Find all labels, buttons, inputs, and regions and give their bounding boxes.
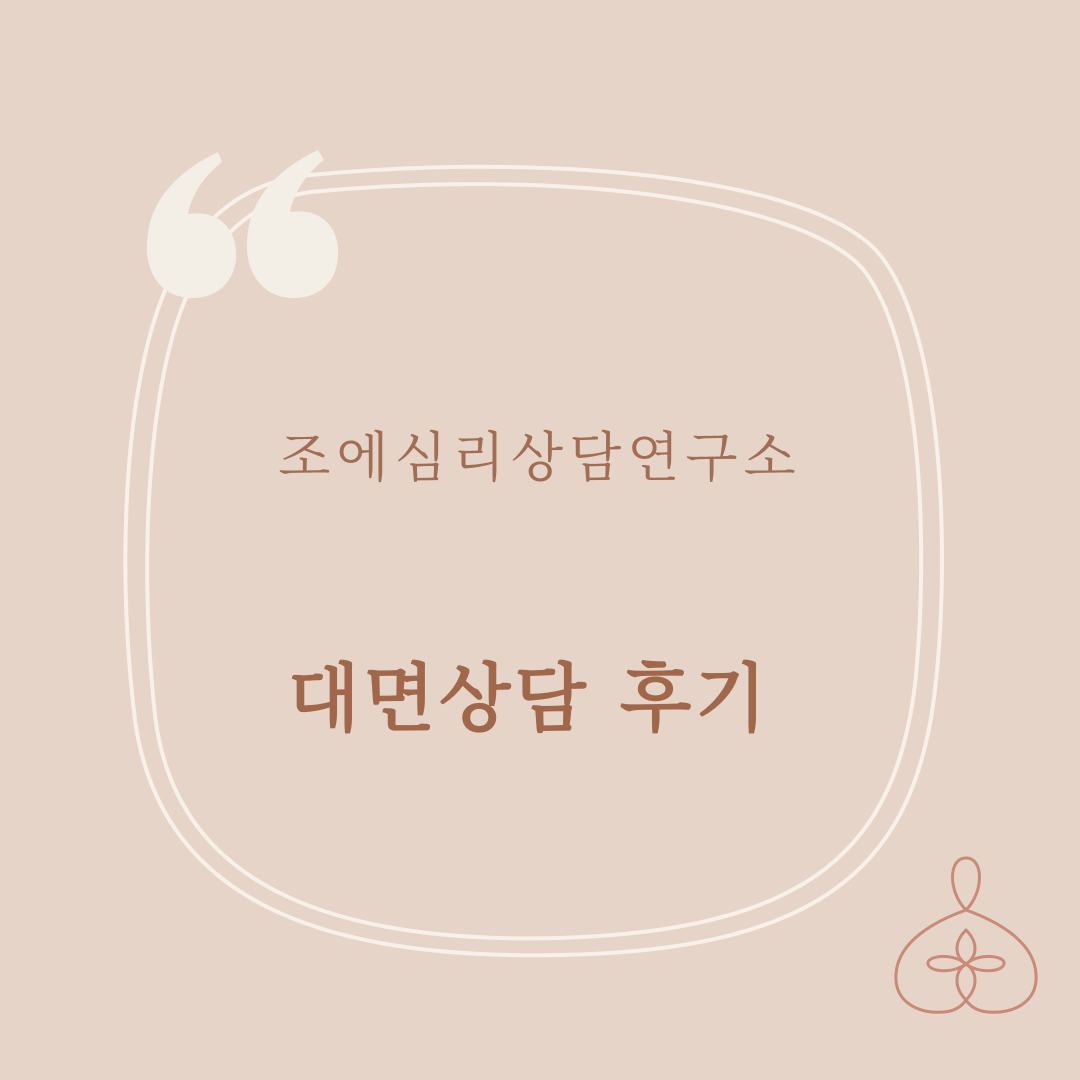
open-double-quote-icon: [140, 148, 345, 303]
review-title: 대면상담 후기: [288, 656, 771, 742]
counseling-center-name: 조에심리상담연구소: [278, 426, 802, 489]
lotus-loop-logo-icon: [888, 852, 1044, 1022]
